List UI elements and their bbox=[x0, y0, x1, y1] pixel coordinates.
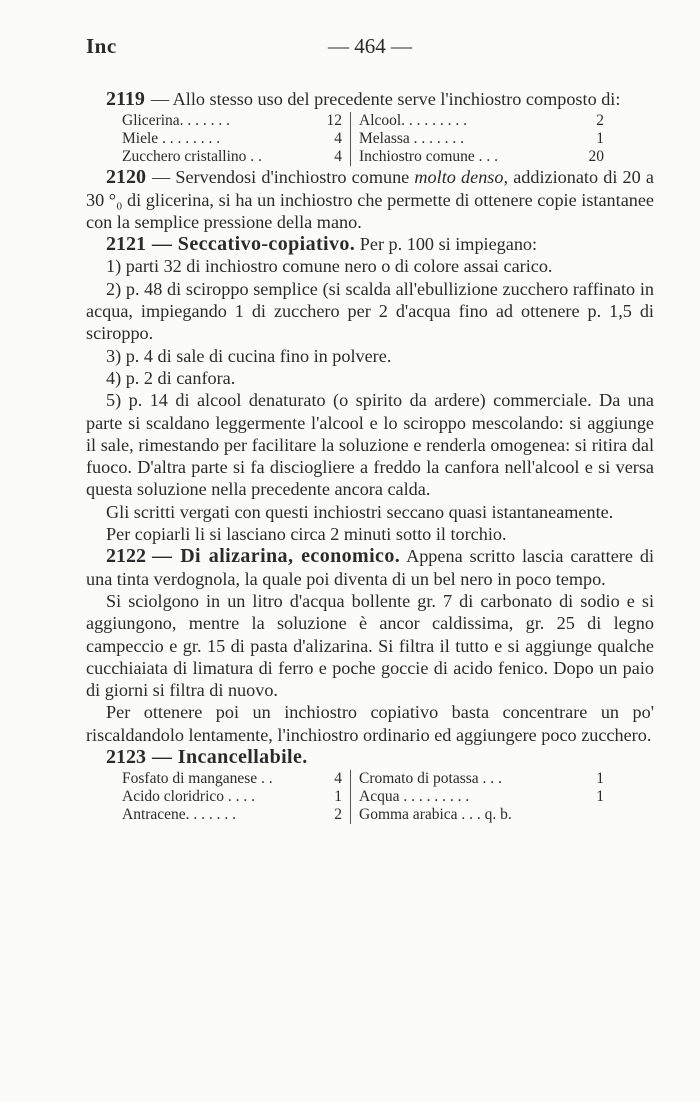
entry-note: Per copiarli li si lasciano circa 2 minuti sotto il torchio. bbox=[106, 524, 507, 545]
entry-number: 2123 bbox=[106, 746, 146, 769]
recipe-item: 5) p. 14 di alcool denaturato (o spirito da ardere) commerciale. Da una parte si scaldano leggermente l'alcool e lo sciroppo mescolando: si aggiunge il sale, rimestando per facilitare la soluzione e renderla omogenea: si ritira dal fuoco. D'altra parte si fa disciogliere a freddo la canfora nell'alcool e si versa questa soluzione nella precedente ancora calda. bbox=[86, 390, 654, 500]
entry-title: — Seccativo-copiativo. bbox=[152, 233, 356, 256]
recipe-item: 4) p. 2 di canfora. bbox=[106, 367, 236, 388]
ingredient-row: Miele . . . . . . . . 4 bbox=[122, 130, 342, 148]
entry-2123 bbox=[86, 746, 654, 768]
page-number: — 464 — bbox=[328, 34, 412, 58]
page-header bbox=[86, 34, 654, 64]
entry-intro: Per p. 100 si impiegano: bbox=[359, 234, 538, 255]
ingredient-row: Acqua . . . . . . . . . 1 bbox=[359, 788, 604, 806]
entry-number: 2120 bbox=[106, 166, 146, 189]
entry-2120 bbox=[86, 166, 654, 233]
entry-title: — Di alizarina, economico. bbox=[152, 545, 401, 568]
entry-paragraph: Si sciolgono in un litro d'acqua bollente gr. 7 di carbonato di sodio e si aggiungono, mentre la soluzione è ancor caldissima, gr. 25 di legno campeccio e gr. 15 di pasta d'alizarina. Si filtra il tutto e si aggiunge qualche cucchiaiata di limatura di ferro e poche goccie di acido fenico. Dopo un paio di giorni si filtra di nuovo. bbox=[86, 590, 654, 701]
ingredients-table-2119 bbox=[122, 112, 654, 166]
recipe-item: 3) p. 4 di sale di cucina fino in polvere. bbox=[106, 345, 392, 366]
ingredients-table-2123 bbox=[122, 770, 654, 824]
ingredient-row: Gomma arabica . . . q. b. bbox=[359, 806, 512, 824]
ingredients-left-column bbox=[122, 112, 350, 166]
ingredient-row: Inchiostro comune . . . 20 bbox=[359, 148, 604, 166]
entry-text: — Allo stesso uso del precedente serve l'inchiostro composto di: bbox=[150, 89, 621, 109]
entry-number: 2121 bbox=[106, 233, 146, 256]
ingredient-row: Glicerina. . . . . . . 12 bbox=[122, 112, 342, 130]
entry-title: — Incancellabile. bbox=[152, 746, 308, 769]
page-body bbox=[86, 88, 654, 824]
entry-emphasis: molto denso, bbox=[414, 167, 509, 188]
ingredients-right-column bbox=[350, 112, 604, 166]
running-head: Inc bbox=[86, 34, 117, 58]
ingredient-row: Zucchero cristallino . . 4 bbox=[122, 148, 342, 166]
ingredient-row: Alcool. . . . . . . . . 2 bbox=[359, 112, 604, 130]
ingredient-row: Cromato di potassa . . . 1 bbox=[359, 770, 604, 788]
ingredients-right-column bbox=[350, 770, 604, 824]
entry-text: — Servendosi d'inchiostro comune bbox=[152, 167, 410, 188]
ingredient-row: Melassa . . . . . . . 1 bbox=[359, 130, 604, 148]
entry-text-continued: addizionato di 20 a 30 °₀ di glicerina, si ha un inchiostro che permette di ottenere copie istantanee con la semplice pressione della mano. bbox=[86, 167, 654, 232]
entry-number: 2119 bbox=[106, 88, 145, 110]
ingredient-row: Acido cloridrico . . . . 1 bbox=[122, 788, 342, 806]
ingredients-left-column bbox=[122, 770, 350, 824]
entry-paragraph: Per ottenere poi un inchiostro copiativo basta concentrare un po' riscaldandolo lentamente, l'inchiostro ordinario ed aggiungere poco zucchero. bbox=[86, 702, 654, 745]
entry-intro: Appena scritto lascia carattere di una tinta verdognola, la quale poi diventa di un bel nero in poco tempo. bbox=[86, 546, 655, 589]
ingredient-row: Antracene. . . . . . . 2 bbox=[122, 806, 342, 824]
recipe-item: 2) p. 48 di sciroppo semplice (si scalda all'ebullizione zucchero raffinato in acqua, impiegando 1 di zucchero per 2 d'acqua fino ad ottenere p. 1,5 di sciroppo. bbox=[86, 278, 654, 344]
entry-note: Gli scritti vergati con questi inchiostri seccano quasi istantaneamente. bbox=[106, 501, 614, 522]
recipe-item: 1) parti 32 di inchiostro comune nero o di colore assai carico. bbox=[106, 256, 553, 277]
entry-2121 bbox=[86, 233, 654, 255]
ingredient-row: Fosfato di manganese . . 4 bbox=[122, 770, 342, 788]
entry-number: 2122 bbox=[106, 545, 146, 568]
entry-2119 bbox=[86, 88, 654, 110]
entry-2122 bbox=[86, 545, 654, 590]
